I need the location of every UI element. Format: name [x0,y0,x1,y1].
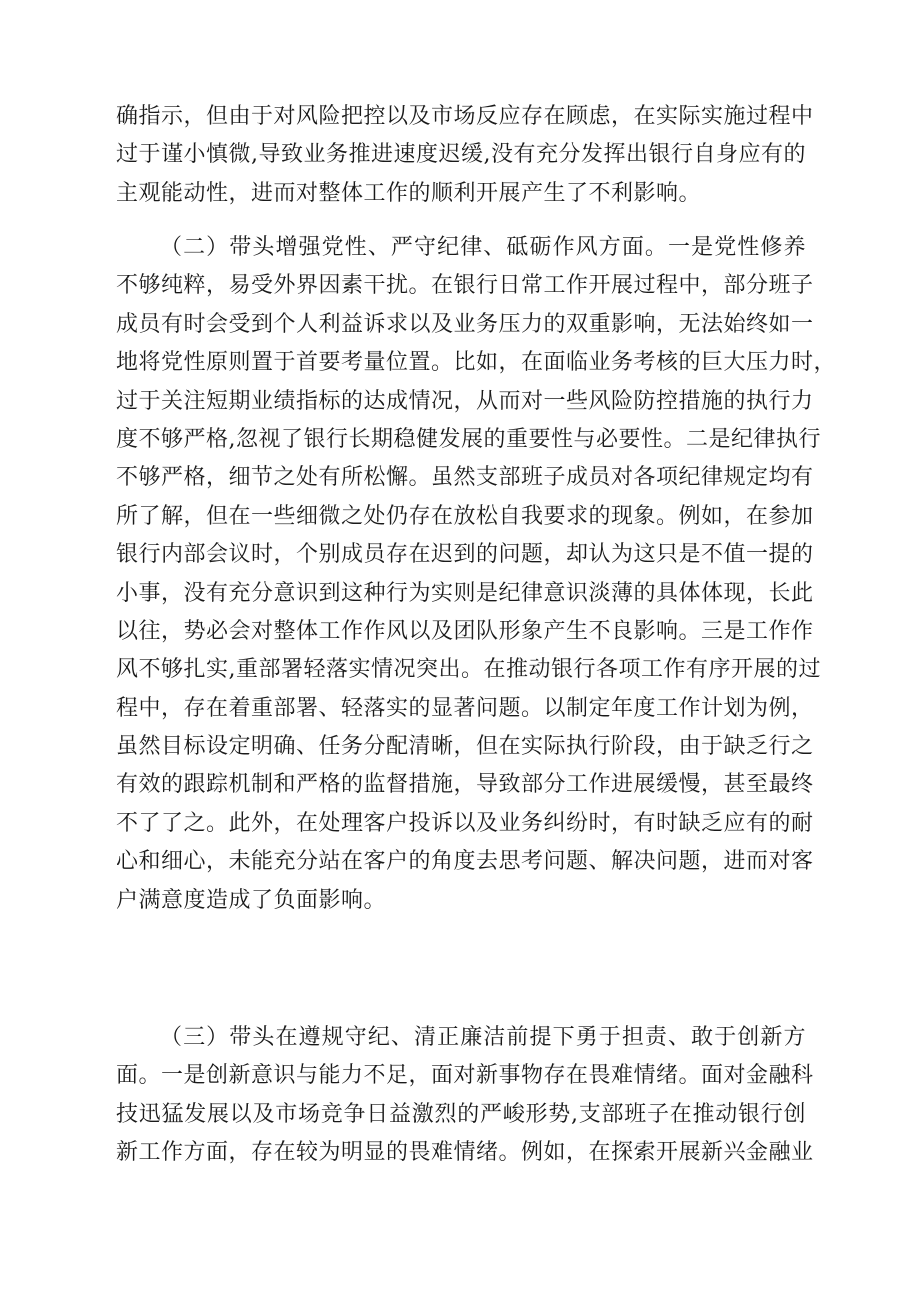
text-line: 风不够扎实,重部署轻落实情况突出。在推动银行各项工作有序开展的过 [116,657,821,683]
text-line: 以往，势必会对整体工作作风以及团队形象产生不良影响。三是工作作 [116,618,814,644]
paragraph-continuation [116,98,814,213]
text-line: 过于谨小慎微,导致业务推进速度迟缓,没有充分发挥出银行自身应有的 [116,142,806,168]
text-line: 过于关注短期业绩指标的达成情况，从而对一些风险防控措施的执行力 [116,388,814,414]
text-line: 成员有时会受到个人利益诉求以及业务压力的双重影响，无法始终如一 [116,311,814,337]
text-line: 户满意度造成了负面影响。 [116,887,387,913]
text-line: 主观能动性，进而对整体工作的顺利开展产生了不利影响。 [116,180,702,206]
text-line: 度不够严格,忽视了银行长期稳健发展的重要性与必要性。二是纪律执行 [116,426,821,452]
text-line: 有效的跟踪机制和严格的监督措施，导致部分工作进展缓慢，甚至最终 [116,772,814,798]
paragraph-section-2 [116,229,837,920]
text-line: 程中，存在着重部署、轻落实的显著问题。以制定年度工作计划为例， [116,695,814,721]
text-line: 新工作方面，存在较为明显的畏难情绪。例如，在探索开展新兴金融业 [116,1140,814,1166]
text-line: 技迅猛发展以及市场竞争日益激烈的严峻形势,支部班子在推动银行创 [116,1101,806,1127]
text-line: 面。一是创新意识与能力不足，面对新事物存在畏难情绪。面对金融科 [116,1063,814,1089]
text-line: 不了了之。此外，在处理客户投诉以及业务纠纷时，有时缺乏应有的耐 [116,810,814,836]
text-line: 心和细心，未能充分站在客户的角度去思考问题、解决问题，进而对客 [116,849,814,875]
paragraph-section-3 [116,1019,814,1173]
text-line: 地将党性原则置于首要考量位置。比如，在面临业务考核的巨大压力时， [116,350,837,376]
section-heading-line: （三）带头在遵规守纪、清正廉洁前提下勇于担责、敢于创新方 [160,1025,806,1050]
text-line: 小事，没有充分意识到这种行为实则是纪律意识淡薄的具体体现，长此 [116,580,814,606]
text-line: 确指示，但由于对风险把控以及市场反应存在顾虑，在实际实施过程中 [116,104,814,129]
text-line: 不够严格，细节之处有所松懈。虽然支部班子成员对各项纪律规定均有 [116,465,814,491]
section-heading-line: （二）带头增强党性、严守纪律、砥砺作风方面。一是党性修养 [160,235,806,260]
text-line: 银行内部会议时，个别成员存在迟到的问题，却认为这只是不值一提的 [116,542,814,568]
text-line: 虽然目标设定明确、任务分配清晰，但在实际执行阶段，由于缺乏行之 [116,734,814,760]
text-line: 不够纯粹，易受外界因素干扰。在银行日常工作开展过程中，部分班子 [116,273,814,299]
text-line: 所了解，但在一些细微之处仍存在放松自我要求的现象。例如，在参加 [116,503,814,529]
